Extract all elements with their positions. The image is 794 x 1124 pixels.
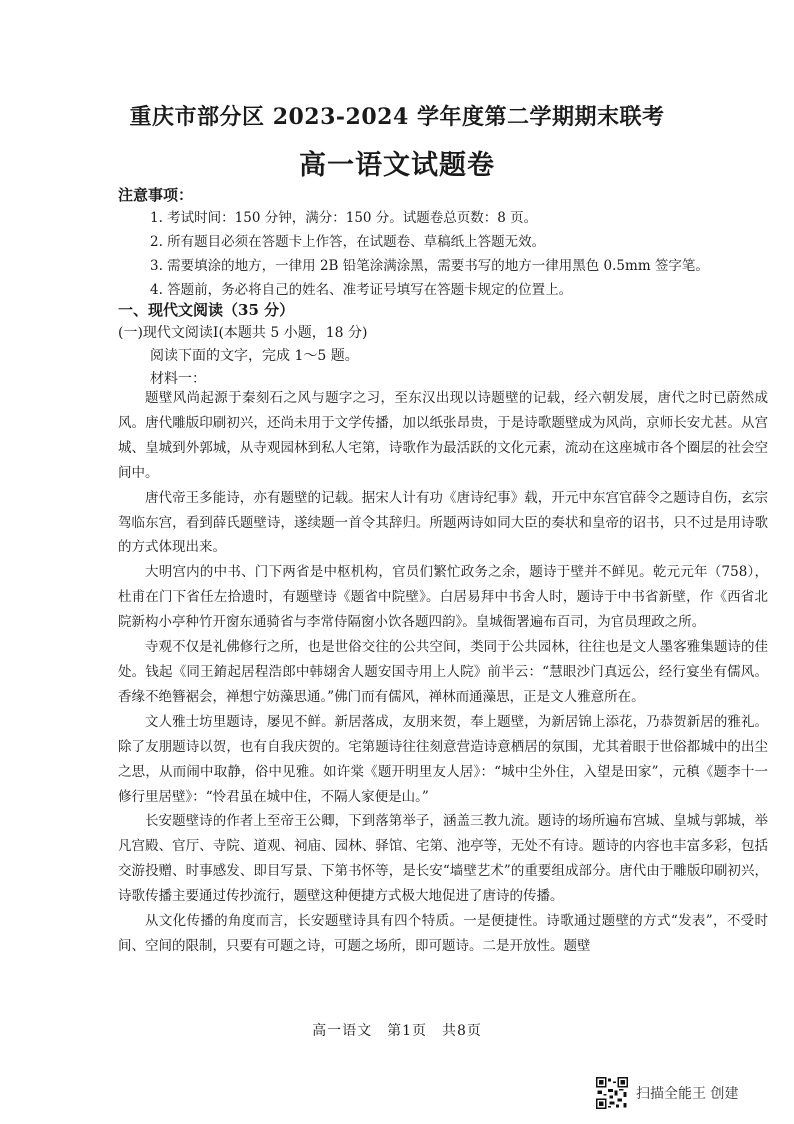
- watermark-text: 扫描全能王 创建: [636, 1086, 739, 1102]
- notice-item: 1. 考试时间：150 分钟，满分：150 分。试题卷总页数：8 页。: [150, 210, 538, 226]
- notice-item: 4. 答题前，务必将自己的姓名、准考证号填写在答题卡规定的位置上。: [150, 282, 573, 298]
- material-label: 材料一：: [150, 371, 206, 387]
- reading-instruction: 阅读下面的文字，完成 1～5 题。: [150, 348, 359, 364]
- notice-item: 3. 需要填涂的地方，一律用 2B 铅笔涂满涂黑，需要书写的地方一律用黑色 0.5mm 签字笔。: [150, 258, 709, 274]
- notice-list: [150, 206, 770, 302]
- reading-passage: [118, 386, 768, 959]
- passage-paragraph: 文人雅士坊里题诗，屡见不鲜。新居落成，友朋来贺，奉上题壁，为新居锦上添花，乃恭贺新居的雅礼。除了友朋题诗以贺，也有自我庆贺的。宅第题诗往往刻意营造诗意栖居的氛围，尤其着眼于世俗都城中的出尘之思，从而闹中取静，俗中见雅。如许棠《题开明里友人居》：“城中尘外住，入望是田家”，元稹《题李十一修行里居壁》：“怜君虽在城中住，不隔人家便是山。”: [118, 713, 768, 805]
- passage-paragraph: 大明宫内的中书、门下两省是中枢机构，官员们繁忙政务之余，题诗于壁并不鲜见。乾元元年（758），杜甫在门下省任左拾遗时，有题壁诗《题省中院壁》。白居易拜中书舍人时，题诗于中书省新壁，作《西省北院新构小亭种竹开窗东通骑省与李常侍隔窗小饮各题四韵》。皇城衙署遍布百司，为官员理政之所。: [118, 564, 768, 631]
- page-footer: 高一语文 第1页 共8页: [312, 1023, 482, 1039]
- notice-title: 注意事项：: [118, 186, 194, 204]
- notice-item: 2. 所有题目必须在答题卡上作答，在试题卷、草稿纸上答题无效。: [150, 234, 546, 250]
- passage-paragraph: 长安题壁诗的作者上至帝王公卿，下到落第举子，涵盖三教九流。题诗的场所遍布宫城、皇城与郭城，举凡宫殿、官厅、寺院、道观、祠庙、园林、驿馆、宅第、池亭等，无处不有诗。题诗的内容也丰富多彩，包括交游投赠、时事感发、即目写景、下第书怀等，是长安“墙壁艺术”的重要组成部分。唐代由于雕版印刷初兴，诗歌传播主要通过传抄流行，题壁这种便捷方式极大地促进了唐诗的传播。: [118, 813, 768, 905]
- passage-paragraph: 寺观不仅是礼佛修行之所，也是世俗交往的公共空间，类同于公共园林，往往也是文人墨客雅集题诗的佳处。钱起《同王錥起居程浩郎中韩翃舍人题安国寺用上人院》前半云：“慧眼沙门真远公，经行宴坐有儒风。香缘不绝簪裾会，禅想宁妨藻思通。”佛门而有儒风，禅林而通藻思，正是文人雅意所在。: [118, 639, 768, 705]
- qr-code-icon: [596, 1077, 628, 1109]
- passage-paragraph: 唐代帝王多能诗，亦有题壁的记载。据宋人计有功《唐诗纪事》载，开元中东宫官薛令之题诗自伤，玄宗驾临东宫，看到薛氏题壁诗，遂续题一首令其辞归。所题两诗如同大臣的奏状和皇帝的诏书，只不过是用诗歌的方式体现出来。: [118, 489, 768, 556]
- passage-paragraph: 从文化传播的角度而言，长安题壁诗具有四个特质。一是便捷性。诗歌通过题壁的方式“发表”，不受时间、空间的限制，只要有可题之诗，可题之场所，即可题诗。二是开放性。题壁: [118, 913, 768, 954]
- sub-section-heading: (一)现代文阅读Ⅰ(本题共 5 小题，18 分): [118, 325, 368, 341]
- section-heading: 一、现代文阅读（35 分）: [118, 301, 295, 319]
- passage-paragraph: 题壁风尚起源于秦刻石之风与题字之习，至东汉出现以诗题壁的记载，经六朝发展，唐代之时已蔚然成风。唐代雕版印刷初兴，还尚未用于文学传播，加以纸张昂贵，于是诗歌题壁成为风尚，京师长安尤甚。从宫城、皇城到外郭城，从寺观园林到私人宅第，诗歌作为最活跃的文化元素，流动在这座城市各个圈层的社会空间中。: [118, 390, 768, 481]
- scanner-watermark: [596, 1076, 738, 1110]
- exam-subtitle: 高一语文试题卷: [299, 150, 495, 181]
- exam-title: 重庆市部分区 2023-2024 学年度第二学期期末联考: [129, 104, 665, 130]
